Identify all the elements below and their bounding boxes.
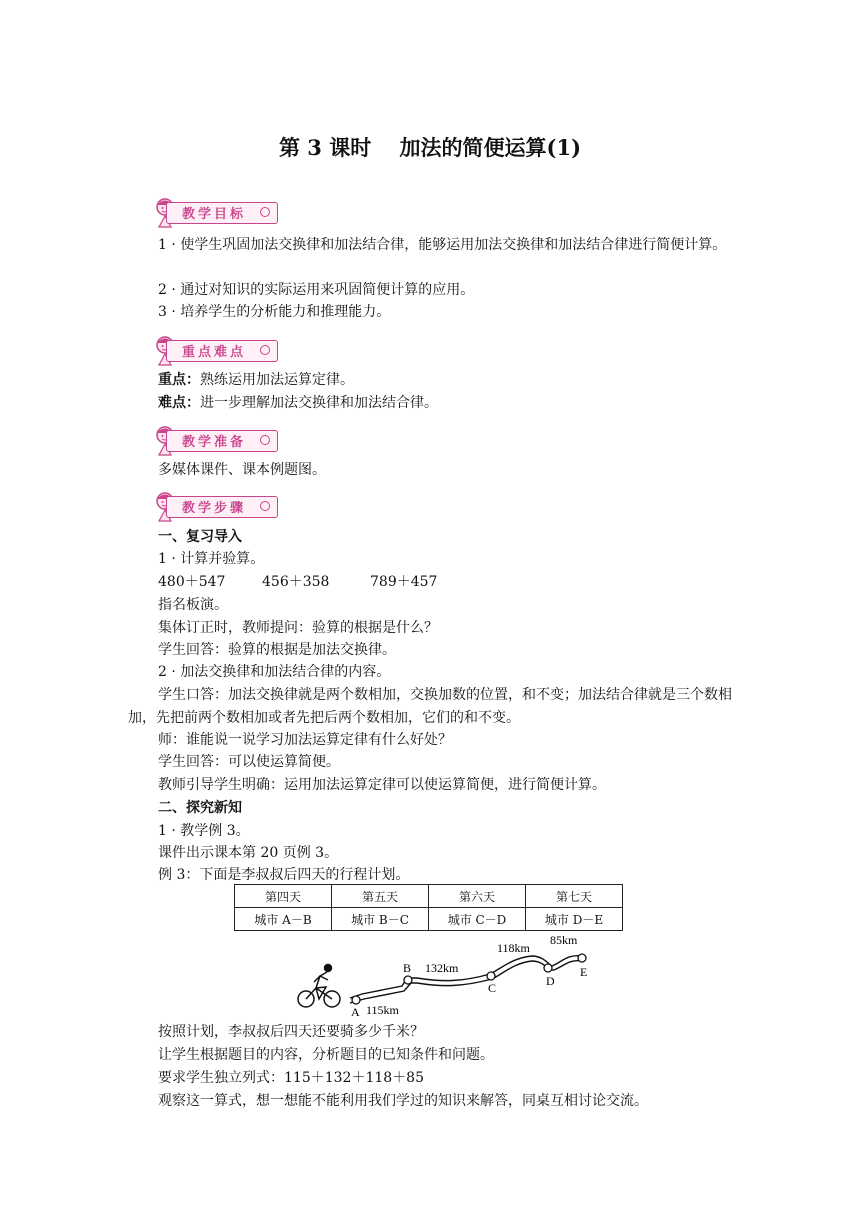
distance-label-de: 85km bbox=[550, 933, 578, 947]
expression-3: 789＋457 bbox=[370, 574, 438, 590]
difficulty-line: 难点：进一步理解加法交换律和加法结合律。 bbox=[158, 395, 438, 411]
key-point-line: 重点：熟练运用加法运算定律。 bbox=[158, 372, 354, 388]
point-label-c: C bbox=[488, 981, 497, 995]
preparation-text: 多媒体课件、课本例题图。 bbox=[158, 462, 326, 478]
badge-preparation bbox=[152, 422, 280, 456]
text-line: 让学生根据题目的内容，分析题目的已知条件和问题。 bbox=[158, 1047, 494, 1063]
table-cell: 城市 A－B bbox=[235, 908, 332, 931]
text-line: 学生回答：可以使运算简便。 bbox=[158, 754, 340, 770]
badge-label: 教学步骤 bbox=[182, 501, 247, 516]
text-line: 师：谁能说一说学习加法运算定律有什么好处？ bbox=[158, 732, 452, 748]
flower-icon bbox=[260, 345, 270, 355]
goal-item-2: 2 · 通过对知识的实际运用来巩固简便计算的应用。 bbox=[158, 282, 475, 298]
expression-1: 480＋547 bbox=[158, 574, 226, 590]
table-cell: 城市 D－E bbox=[526, 908, 623, 931]
point-label-e: E bbox=[580, 965, 588, 979]
badge-label: 教学准备 bbox=[182, 435, 247, 450]
flower-icon bbox=[260, 435, 270, 445]
text-line: 按照计划，李叔叔后四天还要骑多少千米？ bbox=[158, 1024, 424, 1040]
text-line: 指名板演。 bbox=[158, 597, 228, 613]
goal-item-1: 1 · 使学生巩固加法交换律和加法结合律，能够运用加法交换律和加法结合律进行简便计算。 bbox=[158, 237, 727, 253]
section-heading-review: 一、复习导入 bbox=[158, 529, 242, 545]
text-line: 要求学生独立列式：115＋132＋118＋85 bbox=[158, 1070, 424, 1086]
table-header-row bbox=[235, 885, 623, 908]
goal-item-3: 3 · 培养学生的分析能力和推理能力。 bbox=[158, 304, 391, 320]
table-header-cell: 第五天 bbox=[332, 885, 429, 908]
point-label-b: B bbox=[403, 961, 412, 975]
point-label-a: A bbox=[351, 1005, 360, 1018]
text-line: 学生回答：验算的根据是加法交换律。 bbox=[158, 642, 396, 658]
table-row bbox=[235, 908, 623, 931]
table-header-cell: 第四天 bbox=[235, 885, 332, 908]
text-line: 课件出示课本第 20 页例 3。 bbox=[158, 845, 339, 861]
text-line: 1 · 教学例 3。 bbox=[158, 823, 250, 839]
distance-label-bc: 132km bbox=[425, 961, 459, 975]
cyclist-icon bbox=[298, 965, 340, 1008]
distance-label-ab: 115km bbox=[366, 1003, 399, 1017]
flower-icon bbox=[260, 501, 270, 511]
student-answer-paragraph: 学生口答：加法交换律就是两个数相加，交换加数的位置，和不变；加法结合律就是三个数相加，先把前两个数相加或者先把后两个数相加，它们的和不变。 bbox=[128, 687, 732, 726]
badge-label: 重点难点 bbox=[182, 345, 247, 360]
flower-icon bbox=[260, 207, 270, 217]
expression-2: 456＋358 bbox=[262, 574, 330, 590]
badge-teaching-goals bbox=[152, 194, 280, 228]
table-cell: 城市 C－D bbox=[429, 908, 526, 931]
point-label-d: D bbox=[546, 974, 555, 988]
badge-key-points bbox=[152, 332, 280, 366]
table-header-cell: 第七天 bbox=[526, 885, 623, 908]
table-cell: 城市 B－C bbox=[332, 908, 429, 931]
table-header-cell: 第六天 bbox=[429, 885, 526, 908]
review-item-1: 1 · 计算并验算。 bbox=[158, 551, 265, 567]
badge-teaching-steps bbox=[152, 488, 280, 522]
text-line: 例 3：下面是李叔叔后四天的行程计划。 bbox=[158, 867, 410, 883]
badge-label: 教学目标 bbox=[182, 207, 247, 222]
text-line: 集体订正时，教师提问：验算的根据是什么？ bbox=[158, 620, 438, 636]
text-line: 2 · 加法交换律和加法结合律的内容。 bbox=[158, 664, 391, 680]
trip-plan-table bbox=[234, 884, 623, 931]
page-title: 第 3 课时 加法的简便运算(1) bbox=[278, 135, 582, 160]
route-diagram bbox=[292, 932, 612, 1018]
text-line: 教师引导学生明确：运用加法运算定律可以使运算简便，进行简便计算。 bbox=[158, 777, 606, 793]
section-heading-explore: 二、探究新知 bbox=[158, 800, 242, 816]
distance-label-cd: 118km bbox=[497, 941, 530, 955]
text-line: 观察这一算式，想一想能不能利用我们学过的知识来解答，同桌互相讨论交流。 bbox=[158, 1093, 648, 1109]
